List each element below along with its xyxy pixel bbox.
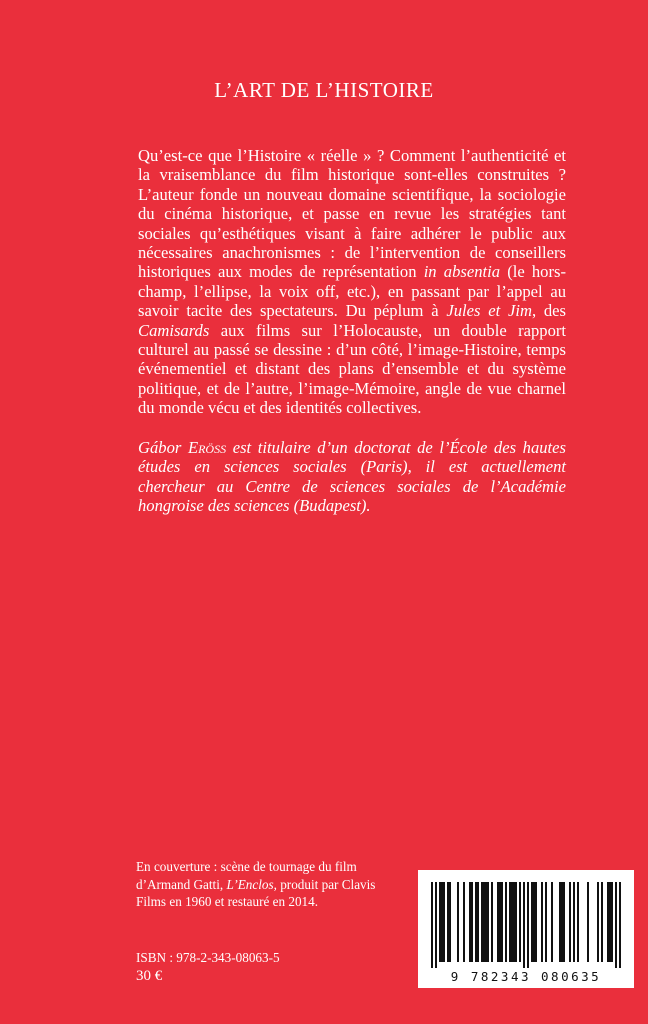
barcode-bar [619, 882, 621, 968]
barcode-bar [601, 882, 603, 962]
barcode-bar [441, 882, 443, 962]
barcode-bar [519, 882, 521, 962]
cover-credit-note [136, 858, 396, 911]
barcode-bar [483, 882, 485, 962]
barcode-bar [573, 882, 575, 962]
cover-note-line-2: , produit par Clavis Films en 1960 et restauré en 2014. [136, 876, 376, 909]
author-bio-text: est titulaire d’un doctorat de l’École des hautes études en sciences sociales (Paris), il est actuellement chercheur au Centre de sciences sociales de l’Académie hongroise des sciences (Budapest). [138, 438, 566, 516]
barcode-bar [597, 882, 599, 962]
barcode-bar [497, 882, 499, 962]
barcode-number: 9 782343 080635 [450, 969, 602, 984]
barcode-bar [587, 882, 589, 962]
barcode-bar [577, 882, 579, 962]
barcode-bar [609, 882, 611, 962]
barcode-bar [469, 882, 471, 962]
barcode-bar [523, 882, 525, 968]
barcode-bar [439, 882, 441, 962]
price-text: 30 € [136, 968, 163, 984]
barcode-bar [545, 882, 547, 962]
barcode-bar [535, 882, 537, 962]
barcode-bar [527, 882, 529, 968]
isbn-text: ISBN : 978-2-343-08063-5 [136, 950, 280, 965]
barcode-bar [491, 882, 493, 962]
book-description [138, 146, 566, 418]
barcode-bar [611, 882, 613, 962]
author-surname: Eröss [187, 438, 227, 457]
barcode-bar [505, 882, 507, 962]
barcode-bar [531, 882, 533, 962]
description-part-1: Qu’est-ce que l’Histoire « réelle » ? Comment l’authenticité et la vraisemblance du film historique sont-elles construites ? L’auteur fonde un nouveau domaine scientifique, la sociologie du cinéma historique, et passe en revue les stratégies tant sociales qu’esthétiques visant à faire adhérer le public aux nécessaires anachronismes : de l’intervention de conseillers historiques aux modes de représentation [138, 146, 566, 282]
barcode-bar [551, 882, 553, 962]
barcode-bar [511, 882, 513, 962]
barcode-bar [481, 882, 483, 962]
barcode-bar [559, 882, 561, 962]
barcode-bar [463, 882, 465, 962]
cover-note-line-1: En couverture : scène de tournage du film d’Armand Gatti, [136, 859, 357, 892]
barcode-bar [515, 882, 517, 962]
description-part-3: , des [531, 301, 567, 321]
barcode-bar [477, 882, 479, 962]
description-italic-jules-et-jim: Jules et Jim [446, 301, 532, 321]
book-title: L’ART DE L’HISTOIRE [214, 78, 434, 102]
barcode-bar [431, 882, 433, 968]
cover-note-film-title: L’Enclos [226, 876, 274, 892]
author-bio [138, 438, 566, 516]
barcode-bar [561, 882, 563, 962]
barcode-bar [471, 882, 473, 962]
barcode-bar [607, 882, 609, 962]
barcode-bar [443, 882, 445, 962]
barcode-bar [499, 882, 501, 962]
barcode-bar [475, 882, 477, 962]
author-first-name: Gábor [138, 438, 188, 457]
description-italic-camisards: Camisards [138, 320, 210, 340]
barcode-bar [541, 882, 543, 962]
barcode-bar [569, 882, 571, 962]
barcode-bar [447, 882, 449, 962]
description-italic-in-absentia: in absentia [423, 262, 501, 282]
barcode-bar [485, 882, 487, 962]
barcode-bar [533, 882, 535, 962]
barcode-bars [430, 882, 622, 968]
barcode-bar [513, 882, 515, 962]
barcode-bar [487, 882, 489, 962]
barcode [418, 870, 634, 988]
barcode-bar [449, 882, 451, 962]
barcode-bar [457, 882, 459, 962]
barcode-bar [435, 882, 437, 968]
barcode-bar [563, 882, 565, 962]
description-part-4: aux films sur l’Holocauste, un double rapport culturel au passé se dessine : d’un côté, l’image-Histoire, temps événementiel et distant des plans d’ensemble et du système politique, et de l’autre, l’image-Mémoire, angle de vue charnel du monde vécu et des identités collectives. [138, 320, 566, 418]
barcode-bar [615, 882, 617, 968]
description-part-2: (le hors-champ, l’ellipse, la voix off, etc.), en passant par l’appel au savoir tacite des spectateurs. Du péplum à [138, 262, 566, 321]
barcode-bar [501, 882, 503, 962]
barcode-bar [509, 882, 511, 962]
